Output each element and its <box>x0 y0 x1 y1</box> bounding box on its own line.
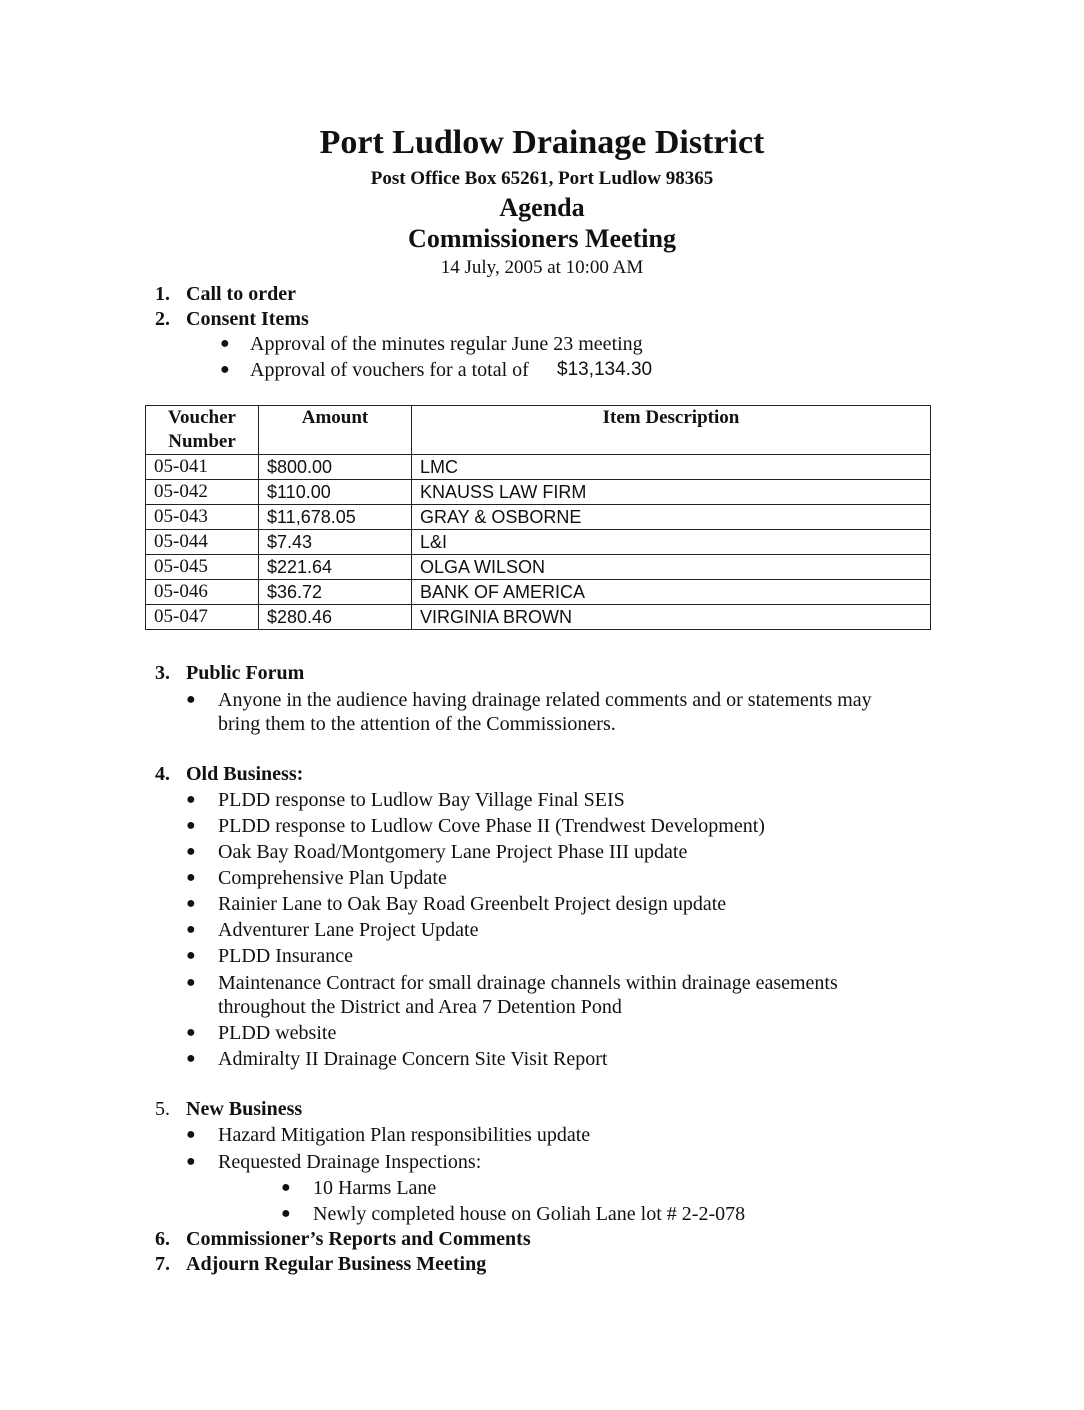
amount-cell: $11,678.05 <box>259 505 412 530</box>
item-number: 5. <box>155 1098 170 1120</box>
bullet-icon: ● <box>186 895 196 912</box>
voucher-total: $13,134.30 <box>557 359 653 380</box>
voucher-number-cell: 05-043 <box>146 505 259 530</box>
bullet-icon: ● <box>186 947 196 964</box>
table-row <box>146 555 931 580</box>
voucher-table <box>145 405 931 630</box>
voucher-number-cell: 05-044 <box>146 530 259 555</box>
item-heading: Call to order <box>186 283 296 305</box>
table-header-row <box>146 406 931 455</box>
table-row <box>146 605 931 630</box>
bullet-icon: ● <box>186 817 196 834</box>
bullet-icon: ● <box>186 843 196 860</box>
item-heading: Consent Items <box>186 308 309 330</box>
item-number: 1. <box>155 283 170 305</box>
column-header-amount: Amount <box>259 406 412 455</box>
column-header-description: Item Description <box>412 406 931 455</box>
voucher-number-cell: 05-046 <box>146 580 259 605</box>
document-type: Agenda <box>499 193 585 222</box>
amount-cell: $800.00 <box>259 455 412 480</box>
description-cell: VIRGINIA BROWN <box>412 605 931 630</box>
voucher-number-cell: 05-045 <box>146 555 259 580</box>
table-row <box>146 530 931 555</box>
item-heading: Public Forum <box>186 662 305 684</box>
item-number: 2. <box>155 308 170 330</box>
table-row <box>146 455 931 480</box>
bullet-icon: ● <box>186 974 196 991</box>
bullet-icon: ● <box>186 1050 196 1067</box>
item-number: 4. <box>155 763 170 785</box>
bullet-icon: ● <box>186 791 196 808</box>
item-number: 6. <box>155 1228 170 1250</box>
bullet-icon: ● <box>186 1024 196 1041</box>
document-title: Port Ludlow Drainage District <box>319 124 765 161</box>
bullet-icon: ● <box>220 361 230 378</box>
bullet-icon: ● <box>220 335 230 352</box>
item-heading: Commissioner’s Reports and Comments <box>186 1228 531 1250</box>
postal-address: Post Office Box 65261, Port Ludlow 98365 <box>370 168 714 189</box>
table-row <box>146 580 931 605</box>
item-number: 7. <box>155 1253 170 1275</box>
description-cell: OLGA WILSON <box>412 555 931 580</box>
bullet-icon: ● <box>186 1153 196 1170</box>
item-heading: Adjourn Regular Business Meeting <box>186 1253 487 1275</box>
bullet-icon: ● <box>186 691 196 708</box>
meeting-title: Commissioners Meeting <box>408 224 676 253</box>
description-cell: LMC <box>412 455 931 480</box>
bullet-icon: ● <box>281 1179 291 1196</box>
column-header-voucher-number: Voucher Number <box>146 406 259 455</box>
bullet-icon: ● <box>186 921 196 938</box>
bullet-icon: ● <box>281 1205 291 1222</box>
bullet-icon: ● <box>186 1126 196 1143</box>
amount-cell: $7.43 <box>259 530 412 555</box>
table-row <box>146 505 931 530</box>
item-number: 3. <box>155 662 170 684</box>
voucher-number-cell: 05-042 <box>146 480 259 505</box>
description-cell: BANK OF AMERICA <box>412 580 931 605</box>
meeting-date: 14 July, 2005 at 10:00 AM <box>440 257 644 278</box>
voucher-number-cell: 05-041 <box>146 455 259 480</box>
item-heading: New Business <box>186 1098 303 1120</box>
amount-cell: $221.64 <box>259 555 412 580</box>
amount-cell: $280.46 <box>259 605 412 630</box>
description-cell: L&I <box>412 530 931 555</box>
amount-cell: $110.00 <box>259 480 412 505</box>
description-cell: KNAUSS LAW FIRM <box>412 480 931 505</box>
agenda-page: Port Ludlow Drainage District Post Office Box 65261, Port Ludlow 98365 Agenda Commissioners Meeting 14 July, 2005 at 10:00 AM 1. Call to order 2. Consent Items ● Approval of the minutes regular June 23 meeting ● Approval of vouchers for a total of $13,134.30 Voucher Number Amount Item Description 05-041 $800.00 LMC 05-042 $110.00 KNAUSS LAW FIRM 05-043 $11,678.05 GRAY & OSBORNE 05-044 $7.43 L&I 05-045 $221.64 OLGA WILSON 05-046 $36.72 BANK OF AMERICA 05-047 $280.46 VIRGINIA BROWN 3. Public Forum ● Anyone in the audience having drainage related comments and or statements may bring them to the attention of the Commissioners. 4. Old Business: ● PLDD response to Ludlow Bay Village Final SEIS ● PLDD response to Ludlow Cove Phase II (Trendwest Development) ● Oak Bay Road/Montgomery Lane Project Phase III update ● Comprehensive Plan Update ● Rainier Lane to Oak Bay Road Greenbelt Project design update ● Adventurer Lane Project Update ● PLDD Insurance ● Maintenance Contract for small drainage channels within drainage easements throughout the District and Area 7 Detention Pond ● PLDD website ● Admiralty II Drainage Concern Site Visit Report 5. New Business ● Hazard Mitigation Plan responsibilities update ● Requested Drainage Inspections: ● 10 Harms Lane ● Newly completed house on Goliah Lane lot # 2-2-078 6. Commissioner’s Reports and Comments 7. Adjourn Regular Business Meeting <box>0 0 1084 1410</box>
voucher-number-cell: 05-047 <box>146 605 259 630</box>
table-row <box>146 480 931 505</box>
amount-cell: $36.72 <box>259 580 412 605</box>
bullet-icon: ● <box>186 869 196 886</box>
description-cell: GRAY & OSBORNE <box>412 505 931 530</box>
item-heading: Old Business: <box>186 763 304 785</box>
